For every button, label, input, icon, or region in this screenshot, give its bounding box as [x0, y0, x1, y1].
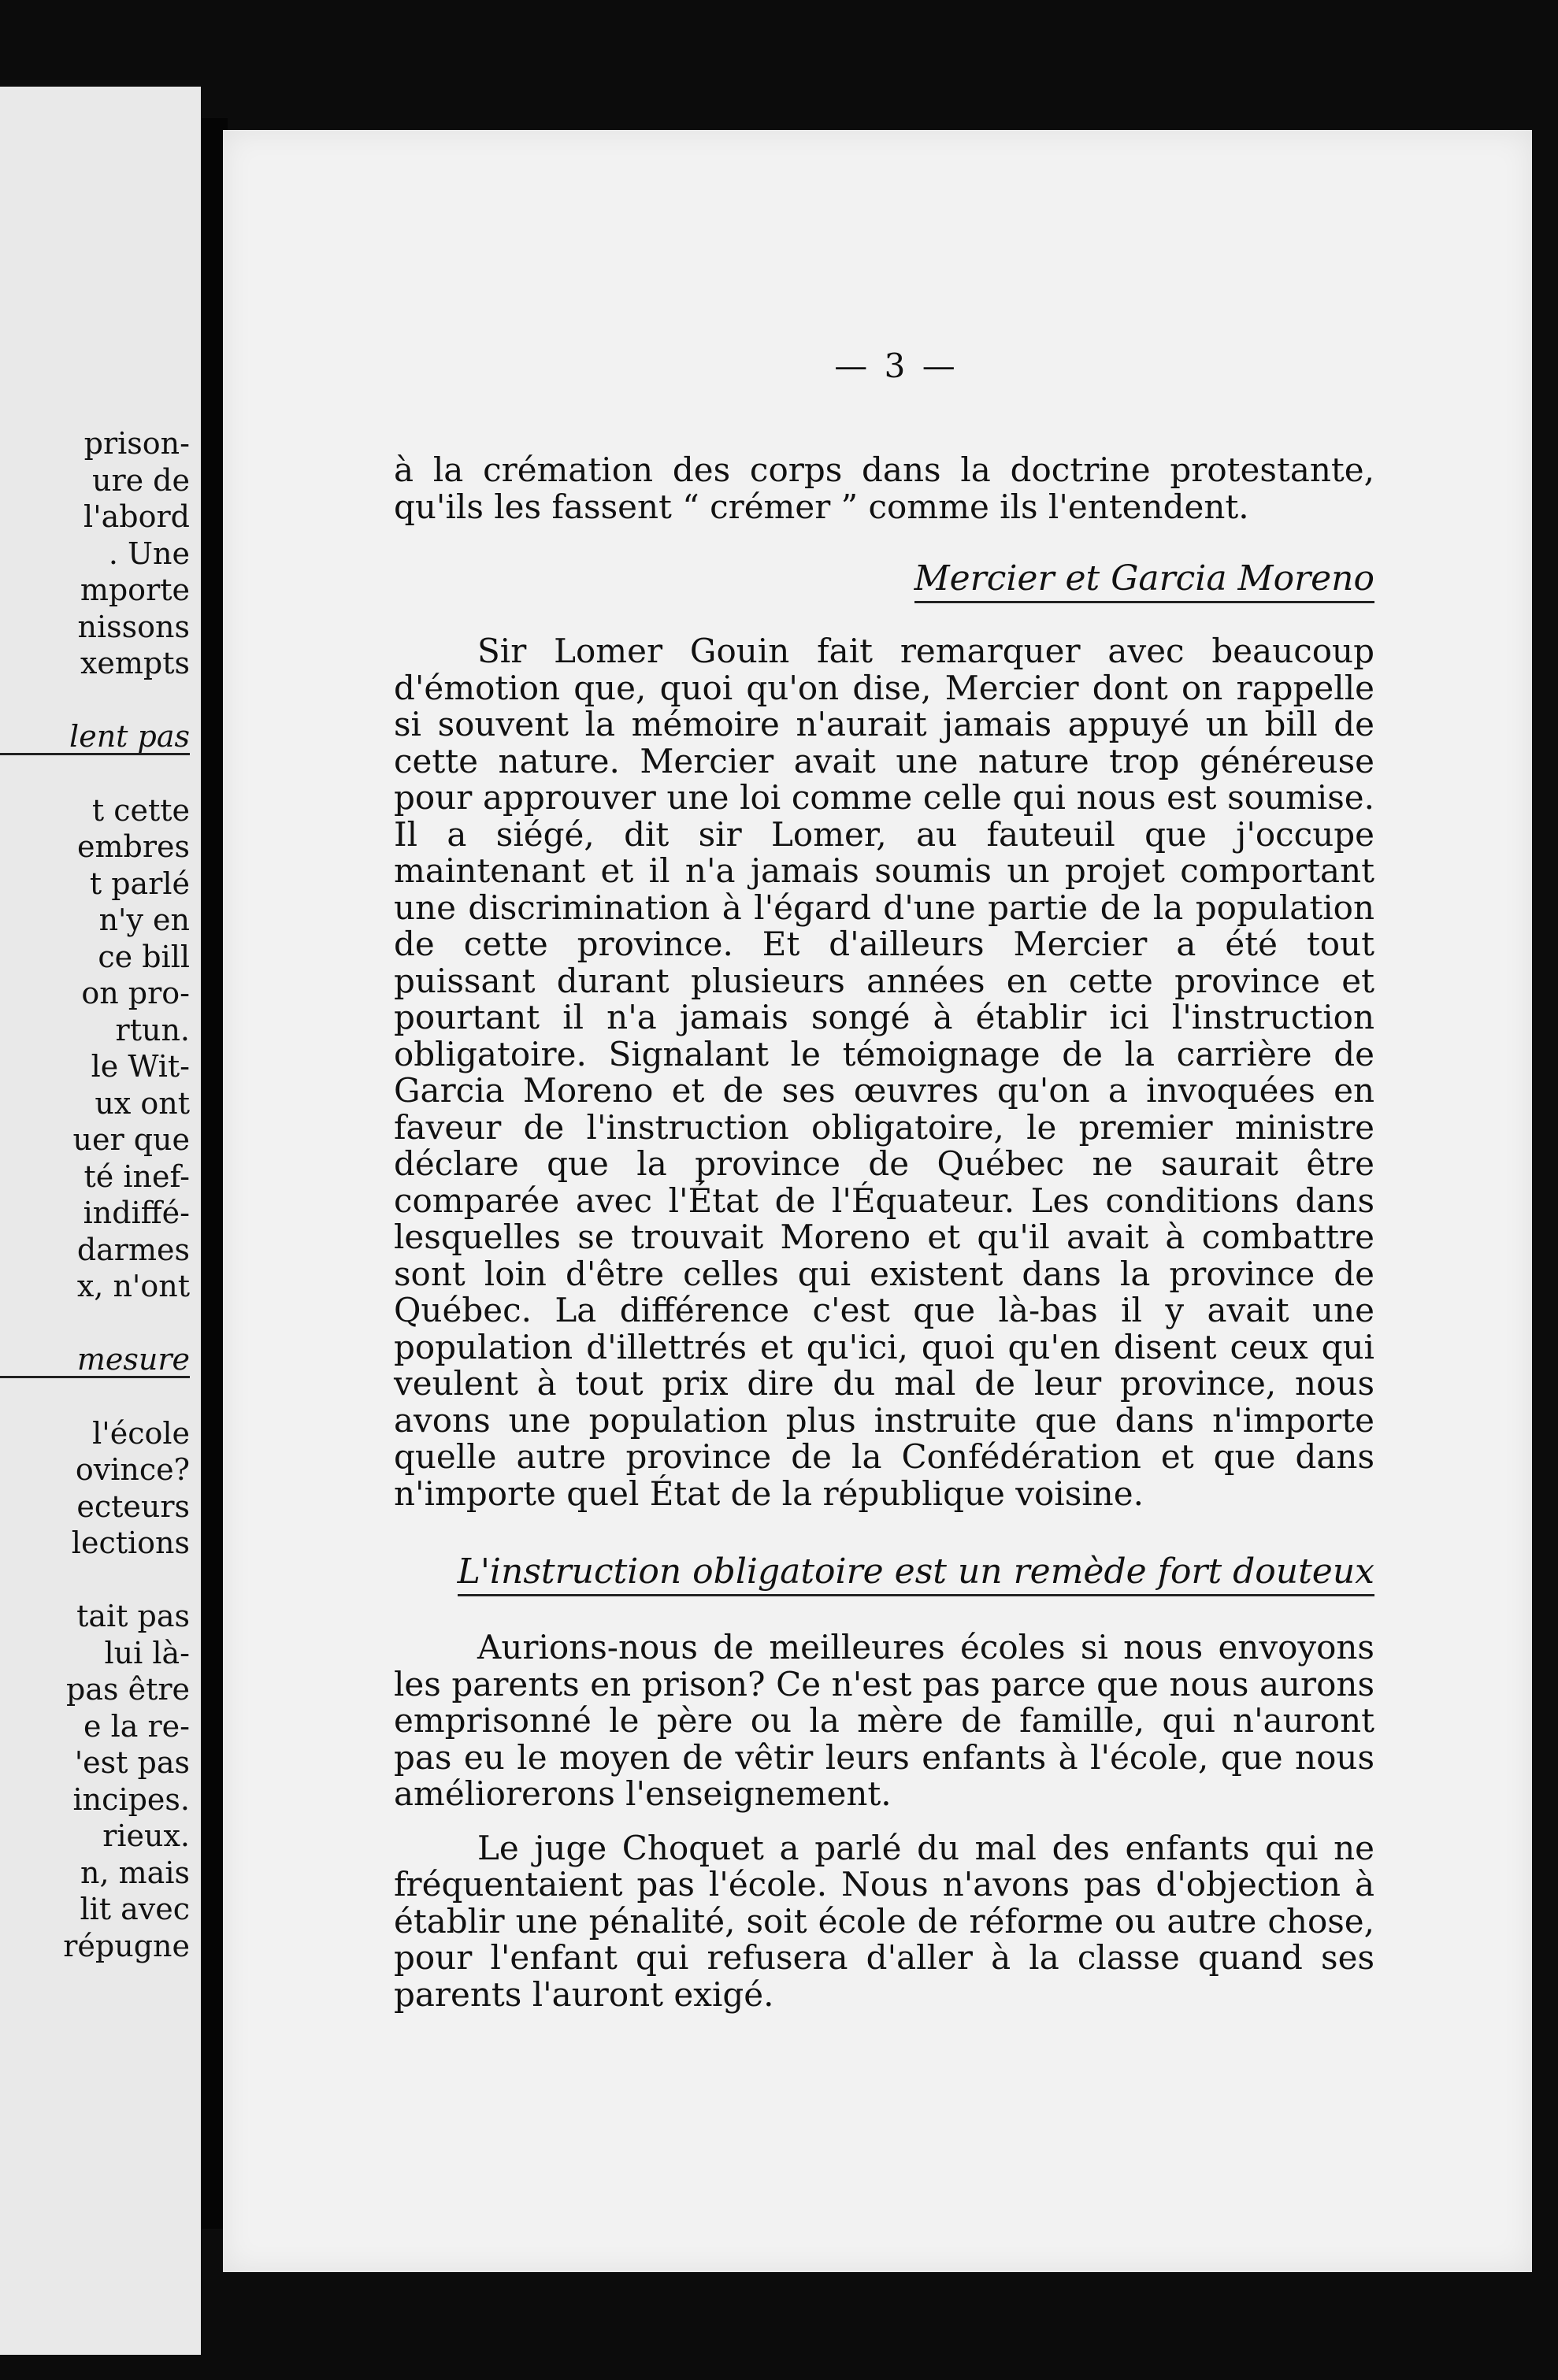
left-page-line: le Wit-: [91, 1049, 190, 1084]
left-page-line: té inef-: [83, 1158, 190, 1194]
left-page-line: nissons: [77, 609, 190, 644]
left-page-line: [0, 682, 190, 719]
left-page-line: répugne: [63, 1928, 190, 1963]
left-page-line: lent pas: [0, 718, 190, 755]
left-page-line: [0, 755, 190, 792]
section-heading-mercier-text: Mercier et Garcia Moreno: [914, 560, 1374, 603]
left-page-text: [0, 425, 190, 1964]
left-page-fragment: [0, 87, 201, 2355]
left-page-line: on pro-: [81, 976, 190, 1010]
left-page-line: n'y en: [98, 903, 190, 937]
left-page-line: 'est pas: [74, 1745, 190, 1780]
left-page-line: [0, 1305, 190, 1342]
left-page-line: mesure: [0, 1341, 190, 1378]
left-page-line: embres: [76, 829, 190, 864]
left-page-line: x, n'ont: [76, 1269, 190, 1303]
left-page-line: xempts: [80, 646, 190, 680]
left-page-line: l'école: [92, 1415, 190, 1451]
left-page-line: e la re-: [83, 1708, 190, 1744]
left-page-line: [0, 1562, 190, 1599]
left-page-line: indiffé-: [83, 1196, 190, 1230]
section-heading-instruction: [394, 1553, 1374, 1596]
left-page-line: pas être: [66, 1672, 190, 1707]
left-page-line: lections: [71, 1525, 190, 1560]
left-page-line: uer que: [72, 1122, 190, 1157]
section-heading-mercier: [394, 560, 1374, 603]
paragraph-choquet: Le juge Choquet a parlé du mal des enfants qui ne fréquentaient pas l'école. Nous n'avons pas d'objection à établir une pénalité, soit école de réforme ou autre chose, pour l'enfant qui refusera d'aller à la classe quand ses parents l'auront exigé.: [394, 1828, 1374, 2014]
left-page-line: t cette: [91, 792, 190, 828]
paragraph-prison: Aurions-nous de meilleures écoles si nous envoyons les parents en prison? Ce n'est pas parce que nous aurons emprisonné le père ou la mère de famille, qui n'auront pas eu le moyen de vêtir leurs enfants à l'école, que nous améliorerons l'enseignement.: [394, 1628, 1374, 1813]
left-page-line: lit avec: [80, 1892, 190, 1926]
left-page-line: ure de: [91, 462, 190, 498]
left-page-line: rieux.: [102, 1818, 190, 1853]
intro-paragraph: à la crémation des corps dans la doctrine protestante, qu'ils les fassent “ crémer ” comme ils l'entendent.: [394, 450, 1374, 526]
paragraph-mercier: Sir Lomer Gouin fait remarquer avec beaucoup d'émotion que, quoi qu'on dise, Mercier dont on rappelle si souvent la mémoire n'aurait jamais appuyé un bill de cette nature. Mercier avait une nature trop généreuse pour approuver une loi comme celle qui nous est soumise. Il a siégé, dit sir Lomer, au fauteuil que j'occupe maintenant et il n'a jamais soumis un projet comportant une discrimination à l'égard d'une partie de la population de cette province. Et d'ailleurs Mercier a été tout puissant durant plusieurs années en cette province et pourtant il n'a jamais songé à établir ici l'instruction obligatoire. Signalant le témoignage de la carrière de Garcia Moreno et de ses œuvres qu'on a invoquées en faveur de l'instruction obligatoire, le premier ministre déclare que la province de Québec ne saurait être comparée avec l'État de l'Équateur. Les conditions dans lesquelles se trouvait Moreno et qu'il avait à combattre sont loin d'être celles qui existent dans la province de Québec. La différence c'est que là-bas il y avait une population d'illettrés et qu'ici, quoi qu'en disent ceux qui veulent à tout prix dire du mal de leur province, nous avons une population plus instruite que dans n'importe quelle autre province de la Confédération et que dans n'importe quel État de la république voisine.: [394, 632, 1374, 1513]
left-page-line: darmes: [76, 1232, 190, 1267]
left-page-line: lui là-: [104, 1635, 190, 1670]
page-number: — 3 —: [834, 347, 959, 385]
left-page-line: mporte: [80, 573, 190, 607]
text-column: [394, 206, 1374, 2013]
left-page-line: tait pas: [76, 1599, 190, 1633]
left-page-line: ecteurs: [76, 1488, 190, 1524]
left-page-line: rtun.: [115, 1012, 190, 1047]
left-page-line: n, mais: [80, 1855, 190, 1890]
left-page-line: l'abord: [83, 499, 190, 534]
left-page-line: . Une: [108, 536, 190, 571]
section-heading-instruction-text: L'instruction obligatoire est un remède fort douteux: [458, 1553, 1374, 1596]
left-page-line: prison-: [83, 426, 190, 461]
left-page-line: ux ont: [95, 1085, 190, 1121]
left-page-line: incipes.: [72, 1781, 190, 1817]
left-page-line: t parlé: [89, 866, 190, 901]
left-page-line: ovince?: [75, 1452, 190, 1487]
left-page-line: [0, 1378, 190, 1415]
left-page-line: ce bill: [98, 939, 190, 974]
